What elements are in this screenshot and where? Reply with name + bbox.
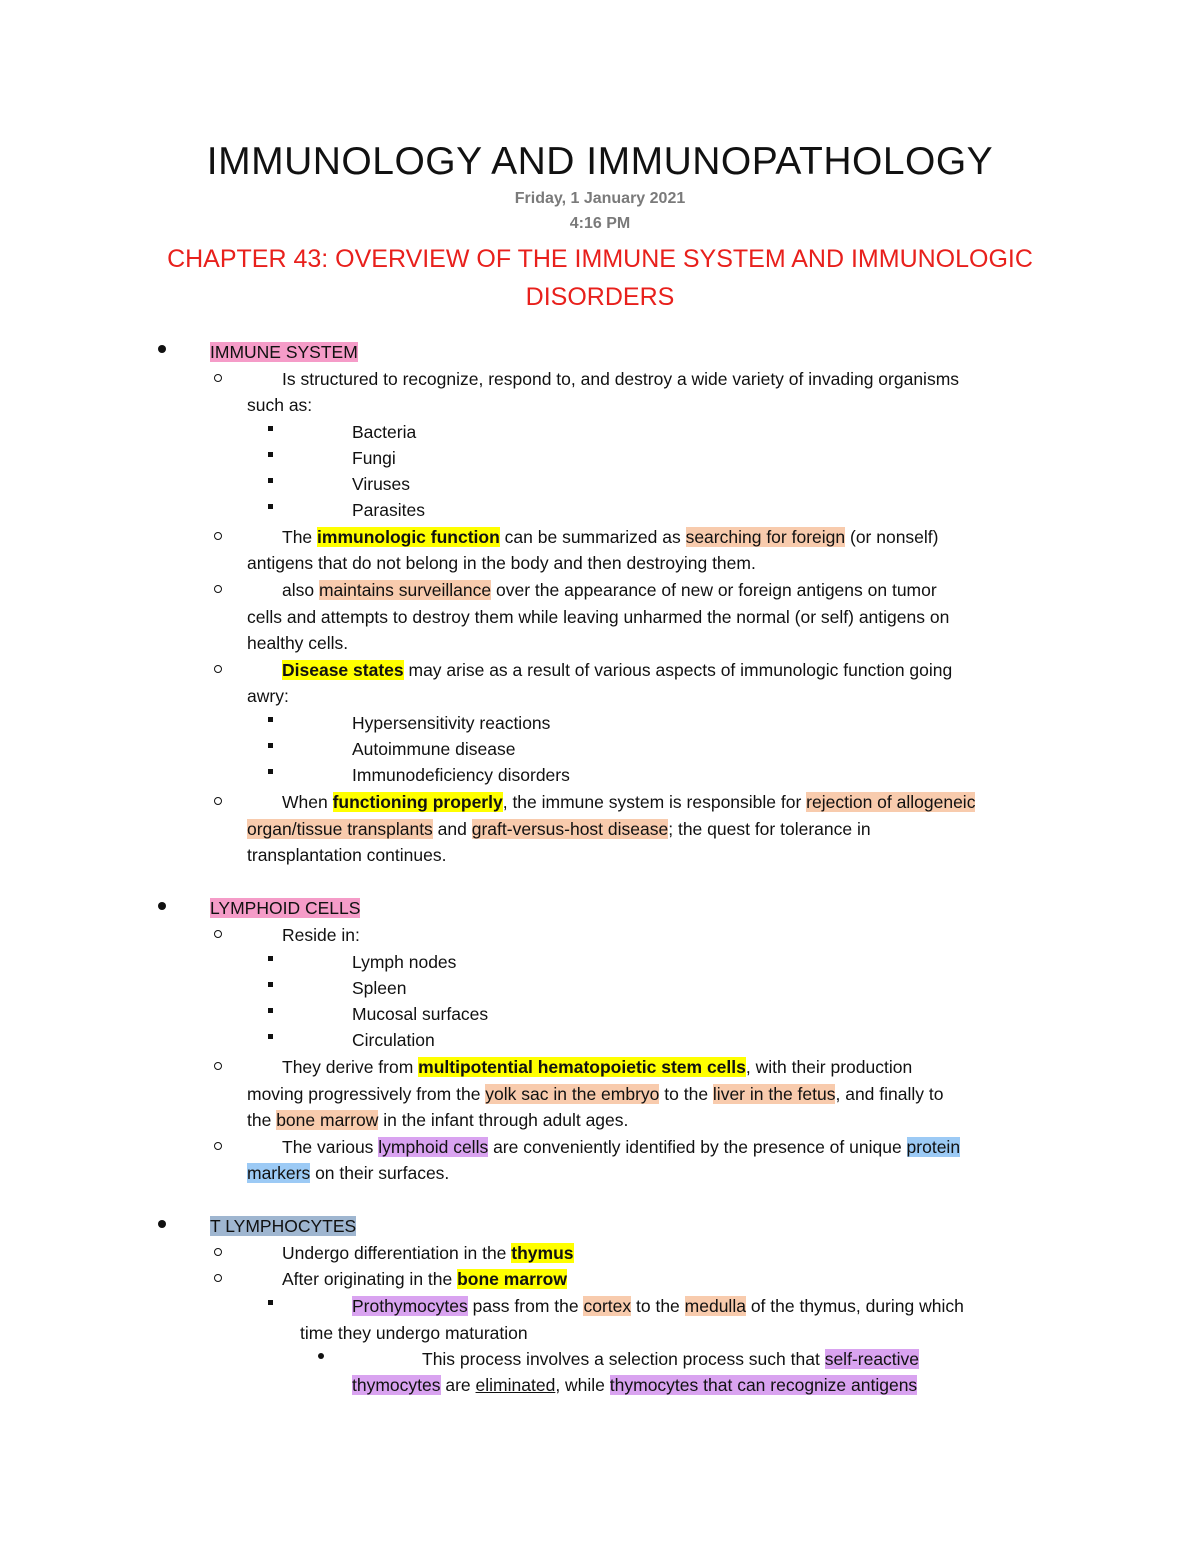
list-item: Parasites bbox=[352, 500, 425, 520]
square-bullet-icon bbox=[268, 1008, 273, 1013]
list-item: This process involves a selection process such that self-reactive bbox=[422, 1349, 920, 1369]
list-item: Undergo differentiation in the thymus bbox=[282, 1243, 574, 1263]
circle-bullet-icon bbox=[214, 1062, 222, 1070]
list-item: When functioning properly, the immune system is responsible for rejection of allogeneic bbox=[282, 792, 976, 812]
chapter-heading bbox=[120, 240, 1080, 316]
square-bullet-icon bbox=[268, 504, 273, 509]
list-item: Reside in: bbox=[282, 925, 360, 945]
document-time: 4:16 PM bbox=[569, 215, 631, 232]
list-item-continued: moving progressively from the yolk sac in the embryo to the liver in the fetus, and finally to bbox=[247, 1084, 944, 1104]
list-item: Prothymocytes pass from the cortex to the medulla of the thymus, during which bbox=[352, 1296, 964, 1316]
list-item: The various lymphoid cells are conveniently identified by the presence of unique protein bbox=[282, 1137, 961, 1157]
list-item: Lymph nodes bbox=[352, 952, 457, 972]
list-item: Immunodeficiency disorders bbox=[352, 765, 570, 785]
list-item: Disease states may arise as a result of various aspects of immunologic function going bbox=[282, 660, 953, 680]
list-item-continued: organ/tissue transplants and graft-versus-host disease; the quest for tolerance in bbox=[247, 819, 871, 839]
bullet-icon bbox=[158, 902, 166, 910]
bullet-icon bbox=[158, 345, 166, 353]
circle-bullet-icon bbox=[214, 1274, 222, 1282]
circle-bullet-icon bbox=[214, 532, 222, 540]
circle-bullet-icon bbox=[214, 797, 222, 805]
list-item: Hypersensitivity reactions bbox=[352, 713, 551, 733]
list-item: also maintains surveillance over the appearance of new or foreign antigens on tumor bbox=[282, 580, 937, 600]
list-item: Bacteria bbox=[352, 422, 417, 442]
list-item: Autoimmune disease bbox=[352, 739, 516, 759]
list-item-continued: cells and attempts to destroy them while leaving unharmed the normal (or self) antigens on bbox=[247, 607, 950, 627]
square-bullet-icon bbox=[268, 769, 273, 774]
circle-bullet-icon bbox=[214, 1142, 222, 1150]
list-item-continued: awry: bbox=[247, 686, 289, 706]
square-bullet-icon bbox=[268, 956, 273, 961]
list-item-continued: markers on their surfaces. bbox=[247, 1163, 450, 1183]
list-item: Mucosal surfaces bbox=[352, 1004, 489, 1024]
list-item-continued: antigens that do not belong in the body and then destroying them. bbox=[247, 553, 756, 573]
section-heading-immune-system: IMMUNE SYSTEM bbox=[210, 342, 358, 362]
circle-bullet-icon bbox=[214, 665, 222, 673]
dot-bullet-icon bbox=[318, 1353, 324, 1359]
circle-bullet-icon bbox=[214, 585, 222, 593]
list-item-continued: thymocytes are eliminated, while thymocytes that can recognize antigens bbox=[352, 1375, 918, 1395]
square-bullet-icon bbox=[268, 717, 273, 722]
document-date: Friday, 1 January 2021 bbox=[514, 190, 686, 207]
list-item: After originating in the bone marrow bbox=[282, 1269, 567, 1289]
chapter-heading-line-2: DISORDERS bbox=[525, 283, 675, 311]
chapter-heading-line-1: CHAPTER 43: OVERVIEW OF THE IMMUNE SYSTEM AND IMMUNOLOGIC bbox=[167, 245, 1033, 273]
bullet-icon bbox=[158, 1220, 166, 1228]
square-bullet-icon bbox=[268, 426, 273, 431]
list-item-continued: such as: bbox=[247, 395, 313, 415]
list-item-continued: the bone marrow in the infant through adult ages. bbox=[247, 1110, 629, 1130]
square-bullet-icon bbox=[268, 743, 273, 748]
document-title: IMMUNOLOGY AND IMMUNOPATHOLOGY bbox=[206, 140, 994, 183]
list-item: They derive from multipotential hematopoietic stem cells, with their production bbox=[282, 1057, 913, 1077]
circle-bullet-icon bbox=[214, 1248, 222, 1256]
square-bullet-icon bbox=[268, 1034, 273, 1039]
section-heading-lymphoid-cells: LYMPHOID CELLS bbox=[210, 898, 361, 918]
square-bullet-icon bbox=[268, 982, 273, 987]
list-item-continued: healthy cells. bbox=[247, 633, 349, 653]
list-item: Viruses bbox=[352, 474, 411, 494]
square-bullet-icon bbox=[268, 1300, 273, 1305]
section-heading-t-lymphocytes: T LYMPHOCYTES bbox=[210, 1216, 357, 1236]
list-item-continued: time they undergo maturation bbox=[300, 1323, 528, 1343]
square-bullet-icon bbox=[268, 452, 273, 457]
list-item: Is structured to recognize, respond to, and destroy a wide variety of invading organisms bbox=[282, 369, 960, 389]
list-item: Fungi bbox=[352, 448, 396, 468]
list-item: Circulation bbox=[352, 1030, 435, 1050]
circle-bullet-icon bbox=[214, 374, 222, 382]
list-item-continued: transplantation continues. bbox=[247, 845, 447, 865]
list-item: The immunologic function can be summarized as searching for foreign (or nonself) bbox=[282, 527, 939, 547]
circle-bullet-icon bbox=[214, 930, 222, 938]
square-bullet-icon bbox=[268, 478, 273, 483]
list-item: Spleen bbox=[352, 978, 407, 998]
